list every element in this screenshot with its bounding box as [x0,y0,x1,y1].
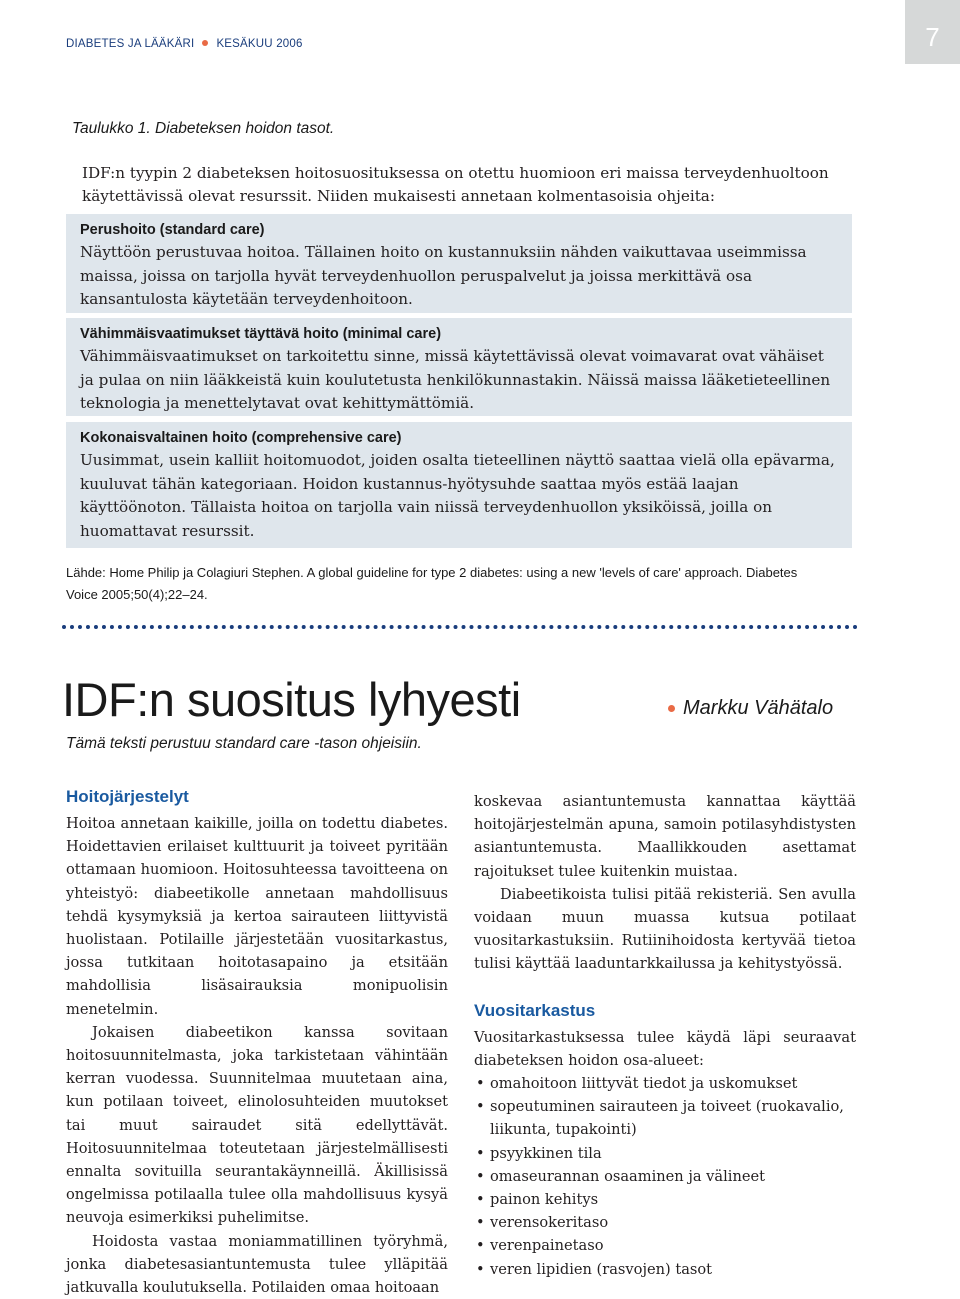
list-item: • sopeutuminen sairauteen ja toiveet (ruokavalio, liikunta, tupakointi) [474,1095,856,1141]
journal-name: DIABETES JA LÄÄKÄRI [66,38,195,50]
table-caption: Taulukko 1. Diabeteksen hoidon tasot. [72,120,335,137]
page-number: 7 [925,22,940,52]
care-level-comprehensive [66,422,852,548]
paragraph: koskevaa asiantuntemusta kannattaa käyttää hoitojärjestelmän apuna, samoin potilasyhdistysten asiantuntemusta. Maallikkouden asettamat rajoitukset tulee kuitenkin muistaa. [474,793,856,880]
care-level-heading: Kokonaisvaltainen hoito (comprehensive care) [80,430,402,446]
issue-date: KESÄKUU 2006 [216,38,303,50]
checklist [474,1072,856,1281]
paragraph: Hoitoa annetaan kaikille, joilla on todettu diabetes. Hoidettavien erilaiset kulttuurit ja toiveet pyritään ottamaan huomioon. Hoitosuhteessa tavoitteena on yhteistyö: diabeetikolle annetaan mahdollisuus tehdä kysymyksiä ja kertoa sairauteen liittyvistä huolistaan. Potilaille järjestetään vuositarkastus, jossa tutkitaan hoitotasapaino ja etsitään mahdollisia lisäsairauksia monipuolisin menetelmin. [66,815,448,1018]
list-item: • psyykkinen tila [474,1142,856,1165]
column-right [474,790,856,1281]
author-name: Markku Vähätalo [683,697,834,719]
paragraph: Diabeetikoista tulisi pitää rekisteriä. Sen avulla voidaan muun muassa kutsua potilaat vuositarkastuksiin. Rutiinihoidosta kertyvää tietoa tulisi käyttää laaduntarkkailussa ja kehitystyössä. [474,885,856,973]
section-divider [62,625,858,629]
column-left [66,786,448,1299]
table-intro: IDF:n tyypin 2 diabeteksen hoitosuosituksessa on otettu huomioon eri maissa terveydenhuoltoon käytettävissä olevat resurssit. Niiden mukaisesti annetaan kolmentasoisia ohjeita: [82,164,829,205]
list-item: • painon kehitys [474,1188,856,1211]
bullet-dot-icon [202,40,208,46]
care-level-minimal [66,318,852,416]
page-number-box [905,0,960,64]
list-item: • verenpainetaso [474,1234,856,1257]
paragraph: Jokaisen diabeetikon kanssa sovitaan hoitosuunnitelmasta, joka tarkistetaan vähintään kerran vuodessa. Suunnitelmaa muutetaan aina, kun potilaan toiveet, elinolosuhteiden muutokset tai muut sairaudet sitä edellyttävät. Hoitosuunnitelmaa toteutetaan järjestelmällisesti ennalta sovituilla seurantakäynneillä. Äkillisissä ongelmissa potilaalla tulee olla mahdollisuus kysyä neuvoja esimerkiksi puhelimitse. [66,1023,448,1227]
author-byline [668,697,833,720]
article-title: IDF:n suositus lyhyesti [62,673,521,726]
paragraph: Vuositarkastuksessa tulee käydä läpi seuraavat diabeteksen hoidon osa-alueet: [474,1028,856,1069]
list-item: • veren lipidien (rasvojen) tasot [474,1258,856,1281]
bullet-dot-icon [668,705,675,712]
care-level-text: Näyttöön perustuvaa hoitoa. Tällainen hoito on kustannuksiin nähden vaikuttavaa useimmissa maissa, joissa on tarjolla hyvät terveydenhuollon peruspalvelut ja joissa merkittävä osa kansantulosta käytetään terveydenhoitoon. [80,243,807,308]
section-heading: Hoitojärjestelyt [66,787,189,806]
table-source: Lähde: Home Philip ja Colagiuri Stephen. A global guideline for type 2 diabetes: using a new 'levels of care' approach. Diabetes Voice 2005;50(4);22–24. [66,565,798,602]
list-item: • verensokeritaso [474,1211,856,1234]
care-level-text: Uusimmat, usein kalliit hoitomuodot, joiden osalta tieteellinen näyttö saattaa vielä olla epävarma, kuuluvat tähän kategoriaan. Hoidon kustannus-hyötysuhde saattaa myös estää laajan käyttöönoton. Tällaista hoitoa on tarjolla vain niissä terveydenhuollon yksiköissä, joilla on huomattavat resurssit. [80,451,835,540]
running-header [66,38,303,50]
care-level-text: Vähimmäisvaatimukset on tarkoitettu sinne, missä käytettävissä olevat voimavarat ovat vähäiset ja pulaa on niin lääkkeistä kuin koulutetusta henkilökunnastakin. Näissä maissa lääketieteellinen teknologia ja menettelytavat ovat kehittymättömiä. [80,347,831,412]
care-level-heading: Vähimmäisvaatimukset täyttävä hoito (minimal care) [80,326,442,342]
paragraph: Hoidosta vastaa moniammatillinen työryhmä, jonka diabetesasiantuntemusta tulee ylläpitää jatkuvalla koulutuksella. Potilaiden omaa hoitoaan [66,1232,448,1297]
list-item: • omaseurannan osaaminen ja välineet [474,1165,856,1188]
care-level-standard [66,214,852,313]
care-level-heading: Perushoito (standard care) [80,222,265,238]
section-heading: Vuositarkastus [474,1000,596,1020]
article-subtitle: Tämä teksti perustuu standard care -tason ohjeisiin. [66,735,422,752]
list-item: • omahoitoon liittyvät tiedot ja uskomukset [474,1072,856,1095]
